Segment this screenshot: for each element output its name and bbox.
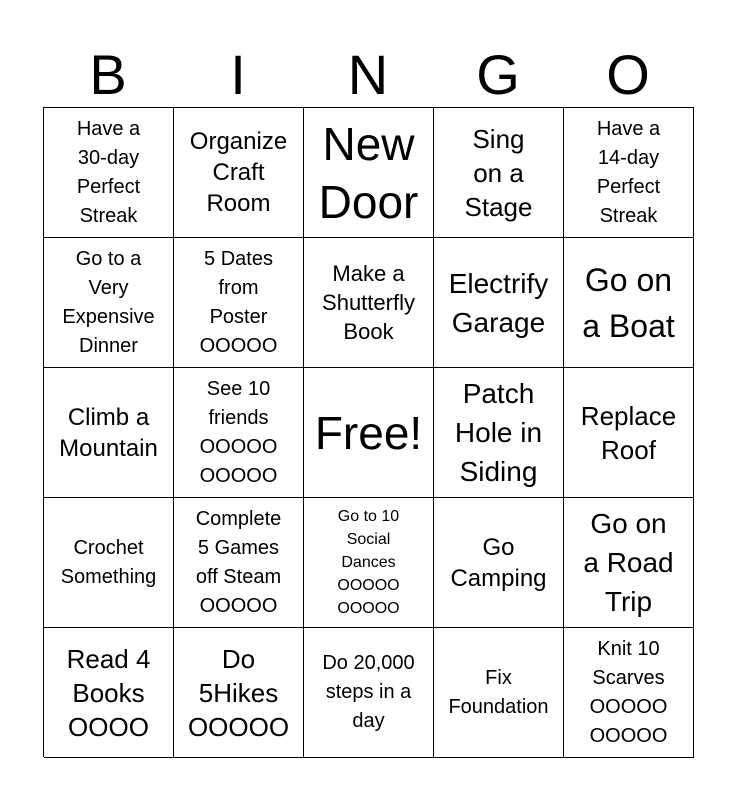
bingo-header — [43, 42, 693, 108]
cell-text: Make a Shutterfly Book — [322, 261, 415, 344]
cell-text: Have a 30-day Perfect Streak — [76, 117, 141, 227]
cell-text: Do 20,000 steps in a day — [322, 652, 415, 732]
bingo-cell[interactable] — [174, 238, 304, 368]
bingo-cell[interactable] — [564, 628, 694, 758]
bingo-cell free-space[interactable] — [304, 368, 434, 498]
cell-text: Do 5Hikes OOOOO — [187, 643, 290, 742]
bingo-cell[interactable] — [564, 238, 694, 368]
cell-text: Electrify Garage — [448, 267, 549, 338]
cell-text: Replace Roof — [580, 400, 677, 465]
cell-text: Fix Foundation — [448, 666, 549, 718]
bingo-cell[interactable] — [564, 498, 694, 628]
cell-text: New Door — [318, 117, 419, 228]
cell-text: Go on a Road Trip — [583, 508, 674, 617]
bingo-cell[interactable] — [564, 108, 694, 238]
cell-text: Complete 5 Games off Steam OOOOO — [195, 507, 282, 617]
cell-text: Organize Craft Room — [189, 128, 288, 217]
bingo-cell[interactable] — [304, 498, 434, 628]
cell-text: Sing on a Stage — [464, 123, 533, 222]
bingo-cell[interactable] — [434, 498, 564, 628]
bingo-cell[interactable] — [44, 368, 174, 498]
bingo-cell[interactable] — [174, 108, 304, 238]
bingo-cell[interactable] — [304, 108, 434, 238]
bingo-cell[interactable] — [564, 368, 694, 498]
header-letter-b: B — [89, 43, 127, 106]
bingo-cell[interactable] — [44, 628, 174, 758]
cell-text: Go to 10 Social Dances OOOOO OOOOO — [337, 508, 400, 617]
cell-text: Read 4 Books OOOO — [66, 643, 151, 742]
bingo-cell[interactable] — [44, 238, 174, 368]
bingo-cell[interactable] — [174, 498, 304, 628]
cell-text: 5 Dates from Poster OOOOO — [199, 247, 278, 357]
bingo-cell[interactable] — [434, 368, 564, 498]
free-space-text: Free! — [314, 406, 423, 459]
cell-text: Go on a Boat — [582, 261, 675, 344]
bingo-cell[interactable] — [174, 628, 304, 758]
bingo-cell[interactable] — [44, 108, 174, 238]
bingo-cell[interactable] — [174, 368, 304, 498]
cell-text: Go Camping — [450, 533, 547, 592]
bingo-board — [43, 107, 694, 757]
header-letter-n: N — [347, 43, 389, 106]
bingo-cell[interactable] — [434, 238, 564, 368]
cell-text: See 10 friends OOOOO OOOOO — [199, 377, 278, 487]
bingo-cell[interactable] — [434, 108, 564, 238]
bingo-cell[interactable] — [304, 238, 434, 368]
header-letter-g: G — [476, 43, 520, 106]
cell-text: Patch Hole in Siding — [454, 378, 543, 487]
cell-text: Have a 14-day Perfect Streak — [596, 117, 661, 227]
header-letter-i: I — [230, 43, 246, 106]
cell-text: Climb a Mountain — [59, 403, 158, 462]
header-letter-o: O — [606, 43, 650, 106]
cell-text: Knit 10 Scarves OOOOO OOOOO — [589, 637, 668, 747]
cell-text: Crochet Something — [60, 536, 157, 588]
bingo-cell[interactable] — [434, 628, 564, 758]
bingo-cell[interactable] — [304, 628, 434, 758]
cell-text: Go to a Very Expensive Dinner — [62, 247, 155, 357]
bingo-cell[interactable] — [44, 498, 174, 628]
